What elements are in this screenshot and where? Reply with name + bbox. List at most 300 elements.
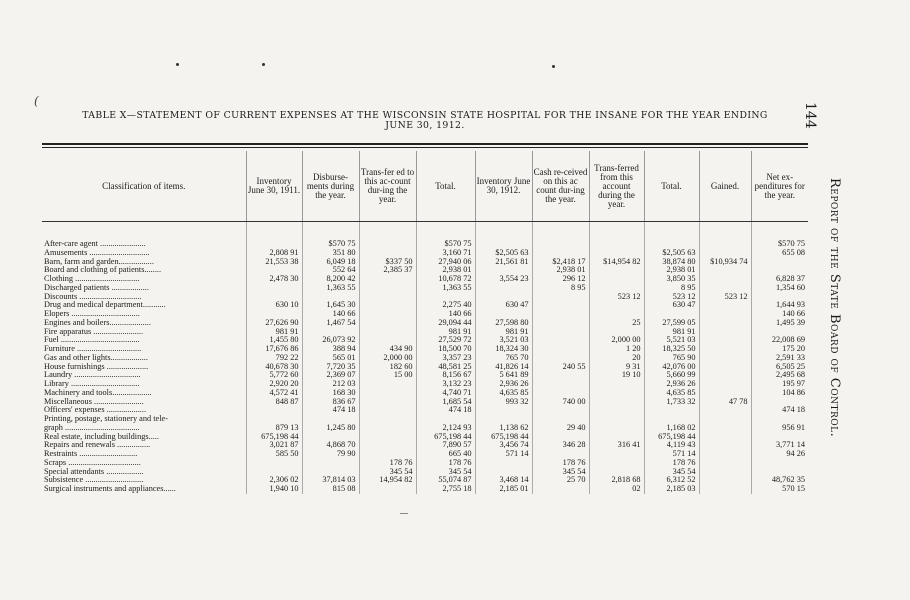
amount-cell: [589, 424, 644, 433]
amount-cell: [589, 415, 644, 424]
amount-cell: [475, 415, 532, 424]
amount-cell: [532, 345, 589, 354]
column-header: Total.: [644, 151, 699, 222]
table-row: [42, 433, 808, 442]
table-row: [42, 406, 808, 415]
row-label: Discounts ..............................: [44, 292, 142, 301]
amount-cell: 6,505 25: [751, 363, 808, 372]
amount-cell: [644, 240, 699, 249]
amount-cell: 55,074 87: [416, 476, 475, 485]
amount-cell: [246, 266, 302, 275]
table-row: [42, 415, 808, 424]
amount-cell: 27,599 05: [644, 319, 699, 328]
amount-cell: [532, 433, 589, 442]
amount-cell: 2,938 01: [644, 266, 699, 275]
amount-cell: [589, 284, 644, 293]
amount-cell: 4,740 71: [416, 389, 475, 398]
amount-cell: 296 12: [532, 275, 589, 284]
table-row: [42, 336, 808, 345]
amount-cell: 41,826 14: [475, 363, 532, 372]
table-row: [42, 398, 808, 407]
amount-cell: 240 55: [532, 363, 589, 372]
amount-cell: [532, 354, 589, 363]
amount-cell: 4,119 43: [644, 441, 699, 450]
amount-cell: [532, 389, 589, 398]
amount-cell: 523 12: [644, 293, 699, 302]
amount-cell: 1,245 80: [302, 424, 359, 433]
amount-cell: [246, 459, 302, 468]
print-speck: [552, 65, 555, 68]
amount-cell: [751, 398, 808, 407]
row-label: Fuel ......................................: [44, 336, 140, 345]
amount-cell: [532, 310, 589, 319]
table-row: [42, 476, 808, 485]
amount-cell: [699, 459, 751, 468]
amount-cell: $2,505 63: [644, 249, 699, 258]
amount-cell: $14,954 82: [589, 258, 644, 267]
amount-cell: 4,635 85: [644, 389, 699, 398]
amount-cell: [359, 485, 416, 494]
table-row: [42, 284, 808, 293]
amount-cell: [699, 441, 751, 450]
amount-cell: [532, 293, 589, 302]
amount-cell: [359, 433, 416, 442]
amount-cell: [751, 293, 808, 302]
table-row: [42, 266, 808, 275]
amount-cell: 665 40: [416, 450, 475, 459]
amount-cell: 140 66: [751, 310, 808, 319]
amount-cell: 740 00: [532, 398, 589, 407]
amount-cell: 316 41: [589, 441, 644, 450]
amount-cell: [359, 380, 416, 389]
amount-cell: 345 54: [359, 468, 416, 477]
amount-cell: 140 66: [416, 310, 475, 319]
amount-cell: 18,500 70: [416, 345, 475, 354]
amount-cell: [589, 266, 644, 275]
amount-cell: $570 75: [302, 240, 359, 249]
amount-cell: 2,000 00: [589, 336, 644, 345]
column-header: Trans-fer ed to this ac-count dur-ing the year.: [359, 151, 416, 222]
amount-cell: 346 28: [532, 441, 589, 450]
table-row: [42, 258, 808, 267]
amount-cell: [475, 293, 532, 302]
expense-table: [42, 151, 808, 494]
amount-cell: [699, 345, 751, 354]
page-number: 144: [802, 102, 818, 129]
table-row: [42, 485, 808, 494]
amount-cell: 1,495 39: [751, 319, 808, 328]
amount-cell: 178 76: [644, 459, 699, 468]
table-row: [42, 301, 808, 310]
table-title: [55, 111, 795, 131]
amount-cell: 27,940 06: [416, 258, 475, 267]
amount-cell: [359, 284, 416, 293]
amount-cell: [751, 266, 808, 275]
amount-cell: [699, 476, 751, 485]
amount-cell: [532, 319, 589, 328]
column-header: Disburse-ments during the year.: [302, 151, 359, 222]
amount-cell: 140 66: [302, 310, 359, 319]
amount-cell: 981 91: [246, 328, 302, 337]
table-title-line1: TABLE X—STATEMENT OF CURRENT EXPENSES AT THE WISCONSIN STATE HOSPITAL FOR THE INSANE FOR THE YEAR ENDING: [82, 110, 768, 121]
margin-mark: (: [34, 94, 39, 108]
amount-cell: $570 75: [416, 240, 475, 249]
amount-cell: 474 18: [416, 406, 475, 415]
amount-cell: 2,936 26: [475, 380, 532, 389]
amount-cell: [302, 459, 359, 468]
amount-cell: 1 20: [589, 345, 644, 354]
table-row: [42, 363, 808, 372]
amount-cell: [532, 450, 589, 459]
amount-cell: 1,455 80: [246, 336, 302, 345]
row-label: Repairs and renewals ................: [44, 441, 151, 450]
amount-cell: [644, 406, 699, 415]
amount-cell: 15 00: [359, 371, 416, 380]
amount-cell: [699, 240, 751, 249]
amount-cell: 182 60: [359, 363, 416, 372]
amount-cell: [246, 310, 302, 319]
amount-cell: [302, 433, 359, 442]
amount-cell: 956 91: [751, 424, 808, 433]
amount-cell: 10,678 72: [416, 275, 475, 284]
amount-cell: 47 78: [699, 398, 751, 407]
amount-cell: 2,938 01: [532, 266, 589, 275]
amount-cell: 37,814 03: [302, 476, 359, 485]
amount-cell: [589, 459, 644, 468]
print-speck: [262, 63, 265, 66]
amount-cell: [699, 328, 751, 337]
amount-cell: 2,306 02: [246, 476, 302, 485]
amount-cell: 21,553 38: [246, 258, 302, 267]
amount-cell: 3,771 14: [751, 441, 808, 450]
column-header: Total.: [416, 151, 475, 222]
row-label: Discharged patients ..................: [44, 283, 149, 292]
amount-cell: 29 40: [532, 424, 589, 433]
amount-cell: 4,635 85: [475, 389, 532, 398]
amount-cell: 6,828 37: [751, 275, 808, 284]
amount-cell: 175 20: [751, 345, 808, 354]
amount-cell: [532, 380, 589, 389]
amount-cell: 17,676 86: [246, 345, 302, 354]
row-label: Officers' expenses ...................: [44, 406, 147, 415]
amount-cell: [532, 328, 589, 337]
table-row: [42, 275, 808, 284]
amount-cell: [359, 441, 416, 450]
amount-cell: 792 22: [246, 354, 302, 363]
amount-cell: [589, 398, 644, 407]
amount-cell: [751, 415, 808, 424]
amount-cell: [589, 249, 644, 258]
amount-cell: 2,275 40: [416, 301, 475, 310]
amount-cell: [589, 380, 644, 389]
amount-cell: 1,467 54: [302, 319, 359, 328]
amount-cell: [751, 258, 808, 267]
amount-cell: [589, 389, 644, 398]
table-row: [42, 468, 808, 477]
amount-cell: 675,198 44: [644, 433, 699, 442]
top-double-rule-thin: [42, 147, 808, 148]
amount-cell: 630 47: [644, 301, 699, 310]
column-header: Gained.: [699, 151, 751, 222]
row-label: Printing, postage, stationery and tele-: [44, 415, 168, 423]
amount-cell: [699, 380, 751, 389]
amount-cell: [475, 468, 532, 477]
amount-cell: [532, 485, 589, 494]
amount-cell: 675,198 44: [475, 433, 532, 442]
amount-cell: 3,132 23: [416, 380, 475, 389]
table-body: [42, 222, 808, 494]
amount-cell: 3,160 71: [416, 249, 475, 258]
row-label: Scraps ...................................: [44, 458, 141, 467]
amount-cell: 8,200 42: [302, 275, 359, 284]
amount-cell: [644, 310, 699, 319]
table-row: [42, 249, 808, 258]
amount-cell: $570 75: [751, 240, 808, 249]
amount-cell: [359, 301, 416, 310]
header-row: [42, 151, 808, 222]
amount-cell: [359, 336, 416, 345]
amount-cell: [589, 275, 644, 284]
table-row: [42, 389, 808, 398]
amount-cell: 981 91: [416, 328, 475, 337]
table-title-line2: JUNE 30, 1912.: [385, 120, 465, 131]
amount-cell: [589, 468, 644, 477]
amount-cell: 765 70: [475, 354, 532, 363]
amount-cell: 6,312 52: [644, 476, 699, 485]
amount-cell: 2,185 03: [644, 485, 699, 494]
amount-cell: 2,185 01: [475, 485, 532, 494]
amount-cell: [589, 310, 644, 319]
amount-cell: 6,049 18: [302, 258, 359, 267]
amount-cell: [475, 459, 532, 468]
amount-cell: 40,678 30: [246, 363, 302, 372]
row-label: Surgical instruments and appliances......: [44, 485, 176, 493]
amount-cell: 571 14: [475, 450, 532, 459]
amount-cell: 1,644 93: [751, 301, 808, 310]
amount-cell: [589, 450, 644, 459]
row-label: After-care agent ......................: [44, 240, 146, 248]
amount-cell: 630 10: [246, 301, 302, 310]
row-label: Miscellaneous ........................: [44, 397, 144, 406]
amount-cell: [699, 415, 751, 424]
amount-cell: [475, 240, 532, 249]
row-label: Barn, farm and garden.................: [44, 257, 154, 266]
amount-cell: $2,418 17: [532, 258, 589, 267]
amount-cell: 38,874 80: [644, 258, 699, 267]
amount-cell: 345 54: [644, 468, 699, 477]
table-row: [42, 441, 808, 450]
top-double-rule: [42, 143, 808, 145]
amount-cell: [359, 424, 416, 433]
amount-cell: [302, 328, 359, 337]
amount-cell: 848 87: [246, 398, 302, 407]
amount-cell: 104 86: [751, 389, 808, 398]
amount-cell: 815 08: [302, 485, 359, 494]
amount-cell: [302, 468, 359, 477]
amount-cell: [699, 354, 751, 363]
row-label: Board and clothing of patients........: [44, 266, 162, 275]
amount-cell: 1,138 62: [475, 424, 532, 433]
amount-cell: [644, 415, 699, 424]
amount-cell: [699, 389, 751, 398]
amount-cell: 981 91: [475, 328, 532, 337]
amount-cell: $10,934 74: [699, 258, 751, 267]
amount-cell: 3,554 23: [475, 275, 532, 284]
amount-cell: 8 95: [644, 284, 699, 293]
amount-cell: [699, 433, 751, 442]
amount-cell: [589, 433, 644, 442]
running-head: Report of the State Board of Control.: [827, 178, 842, 438]
table-row: [42, 380, 808, 389]
amount-cell: 2,369 07: [302, 371, 359, 380]
amount-cell: 4,572 41: [246, 389, 302, 398]
amount-cell: [699, 424, 751, 433]
amount-cell: 27,626 90: [246, 319, 302, 328]
amount-cell: 25: [589, 319, 644, 328]
amount-cell: 1,685 54: [416, 398, 475, 407]
amount-cell: 434 90: [359, 345, 416, 354]
row-label: House furnishings ....................: [44, 362, 149, 371]
amount-cell: 5,521 03: [644, 336, 699, 345]
amount-cell: 21,561 81: [475, 258, 532, 267]
amount-cell: [475, 266, 532, 275]
amount-cell: 48,581 25: [416, 363, 475, 372]
row-label: Special attendants ..................: [44, 467, 144, 476]
amount-cell: 79 90: [302, 450, 359, 459]
amount-cell: [751, 468, 808, 477]
row-label: Drug and medical department...........: [44, 301, 166, 310]
amount-cell: 2,818 68: [589, 476, 644, 485]
row-label: Library .................................: [44, 380, 140, 388]
amount-cell: [246, 240, 302, 249]
amount-cell: 2,124 93: [416, 424, 475, 433]
amount-cell: 27,529 72: [416, 336, 475, 345]
row-label: Furniture ...............................: [44, 345, 142, 353]
amount-cell: [302, 415, 359, 424]
amount-cell: 8,156 67: [416, 371, 475, 380]
column-header: Trans-ferred from this account during the year.: [589, 151, 644, 222]
amount-cell: 3,850 35: [644, 275, 699, 284]
amount-cell: 5,772 60: [246, 371, 302, 380]
amount-cell: 3,456 74: [475, 441, 532, 450]
amount-cell: 1,354 60: [751, 284, 808, 293]
amount-cell: 19 10: [589, 371, 644, 380]
table-row: [42, 310, 808, 319]
amount-cell: 570 15: [751, 485, 808, 494]
amount-cell: 7,890 57: [416, 441, 475, 450]
column-header: Inventory June 30, 1911.: [246, 151, 302, 222]
amount-cell: [302, 293, 359, 302]
amount-cell: [699, 275, 751, 284]
row-label: Real estate, including buildings.....: [44, 432, 159, 441]
amount-cell: 2,808 91: [246, 249, 302, 258]
amount-cell: [699, 310, 751, 319]
amount-cell: 178 76: [416, 459, 475, 468]
amount-cell: 29,094 44: [416, 319, 475, 328]
amount-cell: [589, 301, 644, 310]
amount-cell: 2,385 37: [359, 266, 416, 275]
amount-cell: [699, 485, 751, 494]
amount-cell: 1,940 10: [246, 485, 302, 494]
amount-cell: 02: [589, 485, 644, 494]
amount-cell: [532, 336, 589, 345]
amount-cell: 2,936 26: [644, 380, 699, 389]
amount-cell: [589, 406, 644, 415]
amount-cell: [589, 240, 644, 249]
row-label: Clothing ...............................: [44, 275, 140, 283]
amount-cell: [751, 433, 808, 442]
amount-cell: [359, 415, 416, 424]
amount-cell: [699, 371, 751, 380]
amount-cell: 3,468 14: [475, 476, 532, 485]
amount-cell: [246, 468, 302, 477]
amount-cell: [532, 301, 589, 310]
amount-cell: [416, 415, 475, 424]
amount-cell: 22,008 69: [751, 336, 808, 345]
amount-cell: [699, 284, 751, 293]
amount-cell: [532, 249, 589, 258]
amount-cell: 552 64: [302, 266, 359, 275]
spacer-row: [42, 222, 808, 241]
amount-cell: [751, 328, 808, 337]
amount-cell: 14,954 82: [359, 476, 416, 485]
amount-cell: 20: [589, 354, 644, 363]
amount-cell: [475, 310, 532, 319]
amount-cell: 655 08: [751, 249, 808, 258]
row-label: graph ....................................: [44, 423, 140, 432]
row-label: Subsistence ............................: [44, 476, 144, 485]
amount-cell: 981 91: [644, 328, 699, 337]
amount-cell: 2,000 00: [359, 354, 416, 363]
amount-cell: [359, 240, 416, 249]
amount-cell: [359, 398, 416, 407]
amount-cell: 4,868 70: [302, 441, 359, 450]
table-row: [42, 371, 808, 380]
amount-cell: 2,938 01: [416, 266, 475, 275]
amount-cell: [532, 240, 589, 249]
amount-cell: 178 76: [532, 459, 589, 468]
amount-cell: 1,363 55: [416, 284, 475, 293]
amount-cell: 565 01: [302, 354, 359, 363]
row-label: Fire apparatus ........................: [44, 327, 144, 336]
row-label: Elopers .................................: [44, 310, 140, 318]
amount-cell: [532, 371, 589, 380]
amount-cell: [246, 293, 302, 302]
amount-cell: 675,198 44: [246, 433, 302, 442]
amount-cell: [246, 284, 302, 293]
amount-cell: 571 14: [644, 450, 699, 459]
row-label: Engines and boilers....................: [44, 318, 151, 327]
amount-cell: 1,168 02: [644, 424, 699, 433]
amount-cell: 2,755 18: [416, 485, 475, 494]
amount-cell: 1,733 32: [644, 398, 699, 407]
amount-cell: 48,762 35: [751, 476, 808, 485]
amount-cell: 675,198 44: [416, 433, 475, 442]
table-row: [42, 328, 808, 337]
amount-cell: 2,495 68: [751, 371, 808, 380]
amount-cell: 7,720 35: [302, 363, 359, 372]
table-row: [42, 450, 808, 459]
amount-cell: [699, 336, 751, 345]
amount-cell: 5 641 89: [475, 371, 532, 380]
row-label: Laundry ................................: [44, 371, 141, 380]
amount-cell: [359, 310, 416, 319]
amount-cell: 2,478 30: [246, 275, 302, 284]
amount-cell: 26,073 92: [302, 336, 359, 345]
amount-cell: 9 31: [589, 363, 644, 372]
amount-cell: [246, 415, 302, 424]
row-label: Machinery and tools...................: [44, 388, 152, 397]
